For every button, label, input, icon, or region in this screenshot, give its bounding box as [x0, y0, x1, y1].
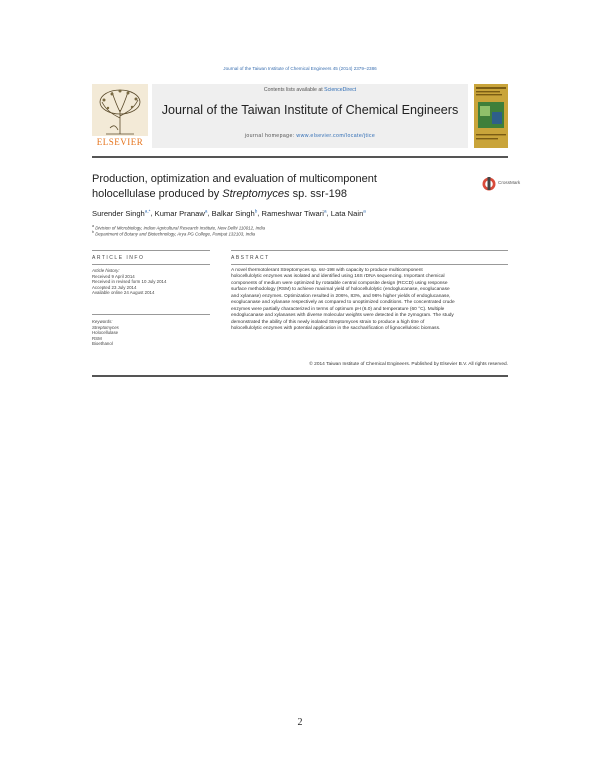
homepage-link[interactable]: www.elsevier.com/locate/jtice: [296, 133, 376, 139]
keywords-rule: [92, 314, 210, 315]
affiliation-a: $^a$ Division of Microbiology, Indian Agricultural Research Institute, New Delhi 110012, India: [92, 224, 266, 231]
history-accepted: Accepted 23 July 2014: [92, 284, 137, 290]
article-title-species: Streptomyces: [222, 187, 290, 200]
elsevier-wordmark: ELSEVIER: [96, 137, 144, 147]
contents-lists-line: [152, 87, 468, 93]
author-3[interactable]: Balkar Singh$^b$: [211, 208, 258, 218]
author-1[interactable]: Surender Singh$^{a,*}$: [92, 208, 151, 218]
abstract-line: surface methodology (RSM) to achieve maximal yield of holocellulolytic (endoglucanase, exoglucanase: [231, 287, 450, 293]
abstract-heading: ABSTRACT: [231, 255, 270, 261]
abstract-line: components of medium were optimized by rotatable central composite design (RCCD) using response: [231, 280, 448, 286]
article-title-line-2: [92, 187, 422, 202]
crossmark-label: CrossMark: [498, 180, 521, 185]
article-info-mid-rule: [92, 264, 210, 265]
article-info-top-rule: [92, 250, 210, 251]
keyword-2: Holocellulase: [92, 330, 119, 336]
journal-cover-image: [474, 84, 508, 148]
history-revised: Received in revised form 10 July 2014: [92, 279, 167, 285]
abstract-line: holocellulolytic enzymes with potential application in the saccharification of lignocellulosic biomass.: [231, 326, 441, 332]
homepage-prefix: journal homepage:: [244, 133, 295, 139]
abstract-line: endoglucanase and xylanases with diverse molecular weights were detected in the zymogram. The study: [231, 313, 454, 319]
crossmark-badge[interactable]: [482, 174, 522, 194]
sciencedirect-link[interactable]: ScienceDirect: [324, 87, 357, 93]
keyword-1: Streptomyces: [92, 324, 119, 330]
history-online: Available online 24 August 2014: [92, 290, 155, 296]
journal-homepage-line: [152, 133, 468, 139]
journal-title: Journal of the Taiwan Institute of Chemical Engineers: [161, 103, 459, 117]
author-4[interactable]: Rameshwar Tiwari$^a$: [261, 208, 327, 218]
affiliation-b: $^b$ Department of Botany and Biotechnology, Arya PG College, Panipat 132103, India: [92, 230, 256, 237]
copyright-notice: © 2014 Taiwan Institute of Chemical Engineers. Published by Elsevier B.V. All rights reserved.: [309, 362, 508, 367]
article-title-line-1: Production, optimization and evaluation of multicomponent: [92, 173, 377, 185]
abstract-line: and xylanase) enzymes. Optimization resulted in 206%, 83%, and 96% higher yields of endoglucanase,: [231, 293, 451, 299]
article-history: [92, 268, 210, 296]
footer-rule: [92, 375, 508, 377]
article-title: [92, 172, 422, 201]
keyword-4: Bioethanol: [92, 341, 113, 347]
abstract-top-rule: [231, 250, 508, 251]
contents-prefix: Contents lists available at: [263, 87, 323, 93]
author-list: Surender Singh$^{a,*}$, Kumar Pranaw$^a$, Balkar Singh$^b$, Rameshwar Tiwari$^a$, Lata Nain$^a$: [92, 208, 366, 218]
article-info-heading: ARTICLE INFO: [92, 255, 145, 261]
abstract-line: demonstrated the ability of this newly isolated Streptomyces strain to produce a high titre of: [231, 319, 425, 325]
header-rule: [92, 156, 508, 158]
keywords: [92, 319, 210, 347]
journal-citation-line: Journal of the Taiwan Institute of Chemical Engineers 45 (2014) 2379–2386: [223, 66, 377, 71]
abstract-line: enzymes were partially characterized in terms of optimum pH (6.0) and temperature (60 °C). Multiple: [231, 306, 445, 312]
abstract-line: exoglucanase and xylanase respectively as compared to unoptimized conditions. The concentrated crude: [231, 300, 455, 306]
abstract-mid-rule: [231, 264, 508, 265]
abstract-line: holocellulolytic enzymes was isolated and identified using 16S rDNA sequencing. Important chemical: [231, 274, 445, 280]
page-number: 2: [297, 717, 303, 728]
abstract-body: [231, 268, 508, 333]
author-2[interactable]: Kumar Pranaw$^a$: [154, 208, 208, 218]
abstract-line: A novel thermotolerant Streptomyces sp. ssr-198 with capacity to produce multicomponent: [231, 268, 423, 273]
history-label: Article history:: [92, 268, 120, 273]
keywords-label: Keywords:: [92, 319, 113, 324]
article-title-prefix: holocellulase produced by: [92, 187, 220, 200]
crossmark-icon: [482, 176, 496, 192]
author-5[interactable]: Lata Nain$^a$: [330, 208, 366, 218]
article-title-suffix: sp. ssr-198: [292, 187, 347, 200]
keyword-3: RSM: [92, 335, 102, 341]
history-received: Received 9 April 2014: [92, 273, 135, 279]
